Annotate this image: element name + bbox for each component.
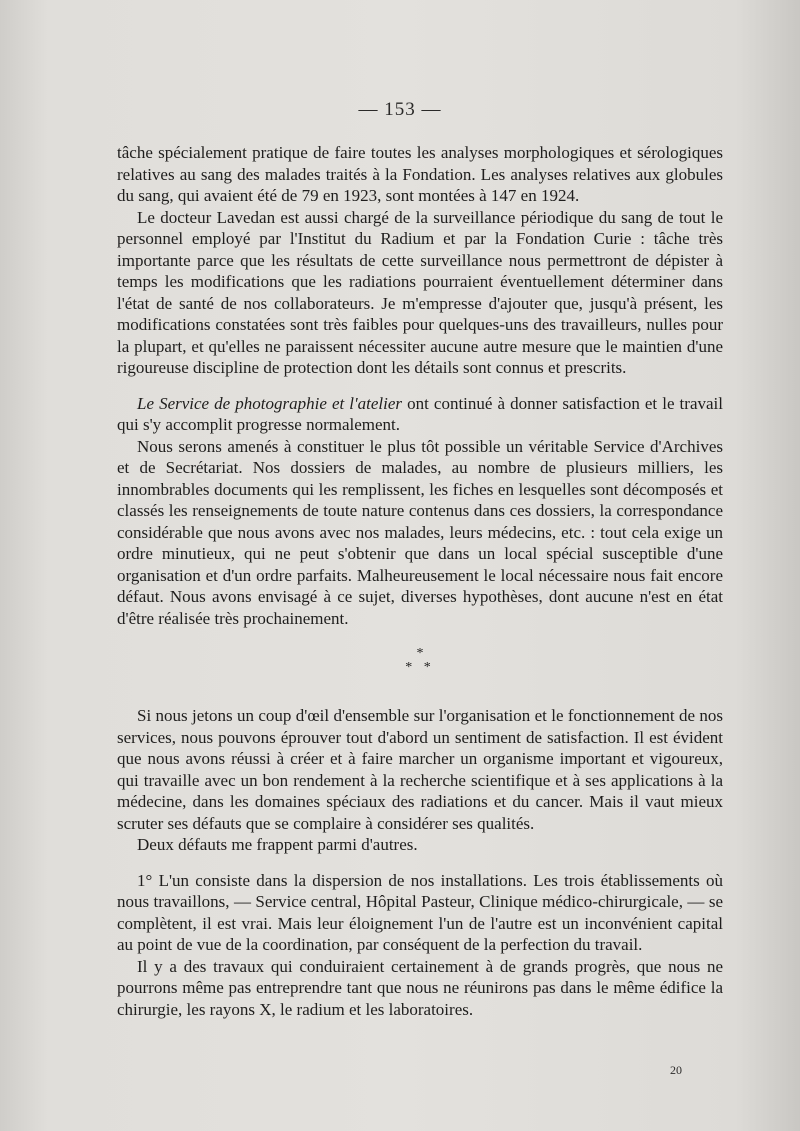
photography-service-title: Le Service de photographie et l'atelier [137,393,403,413]
paragraph-dispersion: 1° L'un consiste dans la dispersion de nos installations. Les trois établissements où nous travaillons, — Service central, Hôpital Pasteur, Clinique médico-chirurgicale, — se complètent, il est vrai. Mais leur éloignement l'un de l'autre est un inconvénient capital au point de vue de la coordination, par conséquent de la perfection du travail. [117,870,723,954]
section-asterism [117,641,723,685]
body-text [117,142,723,1020]
signature-number: 20 [670,1063,682,1077]
paragraph-photography-service [117,393,723,436]
paragraph-lavedan-surveillance: Le docteur Lavedan est aussi chargé de la surveillance périodique du sang de tout le personnel employé par l'Institut du Radium et par la Fondation Curie : tâche très importante parce que les résultats de cette surveillance nous permettront de dépister à temps les modifications que les radiations pourraient éventuellement déterminer dans l'état de santé de nos collaborateurs. Je m'empresse d'ajouter que, jusqu'à présent, les modifications constatées sont très faibles pour quelques-uns des travailleurs, nulles pour la plupart, et qu'elles ne paraissent nécessiter aucune autre mesure que le maintien d'une rigoureuse discipline de protection dont les détails sont connus et prescrits. [117,207,723,377]
asterism-bottom: * * [405,660,435,675]
page-number: — 153 — [358,99,442,120]
paragraph-two-defects: Deux défauts me frappent parmi d'autres. [137,835,418,854]
paragraph-archives-service: Nous serons amenés à constituer le plus tôt possible un véritable Service d'Archives et de Secrétariat. Nos dossiers de malades, au nombre de plusieurs milliers, les innombrables documents qui les remplissent, les fiches en lesquelles sont décomposés et classés les renseignements de toute nature contenus dans ces dossiers, la correspondance considérable que nous avons avec nos malades, leurs médecins, etc. : tout cela exige un ordre minutieux, qui ne peut s'obtenir que dans un local spécial susceptible d'une organisation et d'un ordre parfaits. Malheureusement le local nécessaire nous fait encore défaut. Nous avons envisagé à ce sujet, diverses hypothèses, dont aucune n'est en état d'être réalisée très prochainement. [117,436,723,628]
photography-service-text: ont continué à donner satisfaction et le travail qui s'y accomplit progresse normalement. [117,393,723,434]
paragraph-blood-analyses: tâche spécialement pratique de faire toutes les analyses morphologiques et sérologiques relatives au sang des malades traités à la Fondation. Les analyses relatives aux globules du sang, qui avaient été de 79 en 1923, sont montées à 147 en 1924. [117,143,723,205]
paragraph-overview: Si nous jetons un coup d'œil d'ensemble sur l'organisation et le fonctionnement de nos services, nous pouvons éprouver tout d'abord un sentiment de satisfaction. Il est évident que nous avons réussi à créer et à faire marcher un organisme important et vigoureux, qui travaille avec un bon rendement à la recherche scientifique et à ses applications à la médecine, dans les domaines spéciaux des radiations et du cancer. Mais il vaut mieux scruter ses défauts que se complaire à considérer ses qualités. [117,706,723,833]
asterism-top: * [416,646,424,661]
paragraph-future-works: Il y a des travaux qui conduiraient certainement à de grands progrès, que nous ne pourrons même pas entreprendre tant que nous ne réunirons pas dans le même édifice la chirurgie, les rayons X, le radium et les laboratoires. [117,956,723,1019]
